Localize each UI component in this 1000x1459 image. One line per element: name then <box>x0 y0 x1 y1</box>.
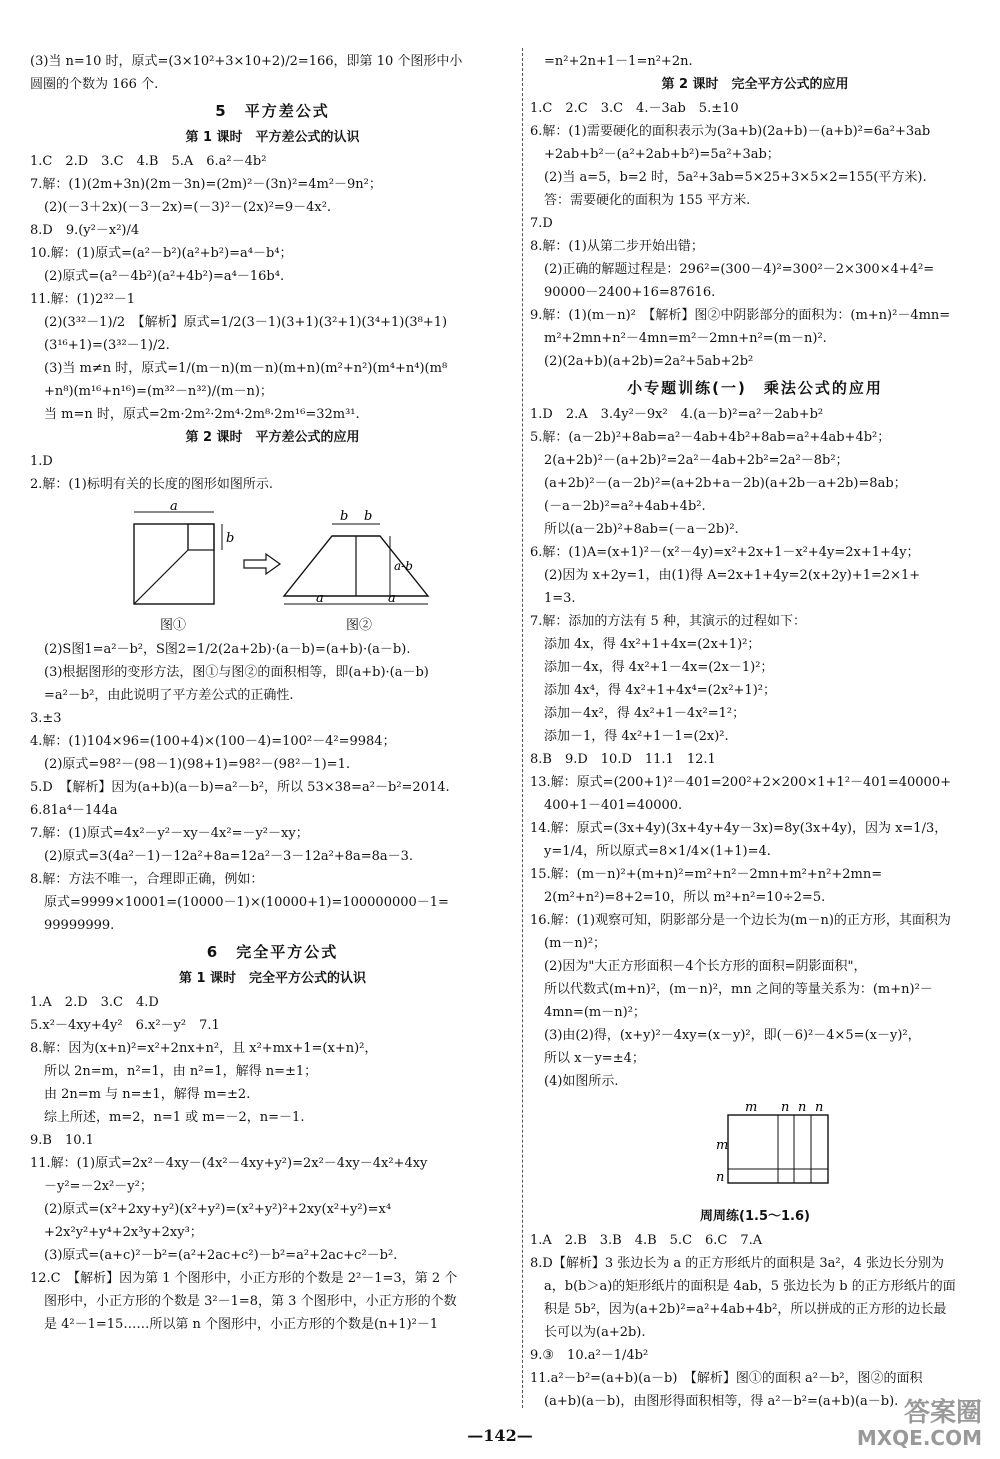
answer-line: 8.D【解析】3 张边长为 a 的正方形纸片的面积是 3a²，4 张边长分别为 <box>530 1256 945 1271</box>
answer-line: 1=3. <box>544 591 576 606</box>
answer-line: 8.D 9.(y²－x²)/4 <box>30 223 140 238</box>
label-b-2: b <box>364 509 373 524</box>
answer-line: 11.解：(1)2³²－1 <box>30 292 136 307</box>
answer-line: +2x²y²+y⁴+2x³y+2xy³； <box>44 1225 203 1240</box>
answer-line: (2)原式=3(4a²－1)－12a²+8a=12a²－3－12a²+8a=8a－3. <box>44 849 414 864</box>
answer-line: 8.解：(1)从第二步开始出错； <box>530 239 704 254</box>
label-n-left: n <box>716 1170 725 1185</box>
label-n-2: n <box>798 1100 807 1115</box>
answer-line: 2.解：(1)标明有关的长度的图形如图所示. <box>30 477 273 492</box>
answer-line: (m－n)²； <box>544 936 607 951</box>
answer-line: 长可以为(a+2b). <box>544 1325 646 1340</box>
answer-line: 400+1－401=40000. <box>544 798 683 813</box>
label-n-3: n <box>815 1100 824 1115</box>
answer-line: 添加 4x，得 4x²+1+4x=(2x+1)²； <box>544 637 761 652</box>
answer-line: (2)因为 x+2y=1，由(1)得 A=2x+1+4y=2(x+2y)+1=2×1+ <box>544 568 921 583</box>
section-heading: 6 完全平方公式 <box>206 943 339 961</box>
answer-line: 6.81a⁴－144a <box>30 803 118 818</box>
answer-line: 11.a²－b²=(a+b)(a－b) 【解析】图①的面积 a²－b²，图②的面积 <box>530 1371 923 1386</box>
answer-line: 13.解：原式=(200+1)²－401=200²+2×200×1+1²－401=40000+ <box>530 775 951 790</box>
answer-line: 16.解：(1)观察可知，阴影部分是一个边长为(m－n)的正方形，其面积为 <box>530 913 951 928</box>
answer-line: 图形中，小正方形的个数是 3²－1=8，第 3 个图形中，小正方形的个数 <box>44 1294 457 1309</box>
answer-line: (2)S图1=a²－b²，S图2=1/2(2a+2b)·(a－b)=(a+b)·(a－b). <box>44 642 411 657</box>
right-column <box>530 50 980 1413</box>
answer-line: 7.D <box>530 216 553 231</box>
answer-line: 99999999. <box>44 918 115 933</box>
label-a-bottom-left: a <box>316 591 324 606</box>
answer-line: (3¹⁶+1)=(3³²－1)/2. <box>44 338 170 353</box>
answer-line: (3)当 m≠n 时，原式=1/(m－n)(m－n)(m+n)(m²+n²)(m⁴+n⁴)(m⁸ <box>44 361 448 376</box>
answer-line: (2)正确的解题过程是：296²=(300－4)²=300²－2×300×4+4²= <box>544 262 935 277</box>
caption-figure-1: 图① <box>160 618 187 633</box>
answer-line: (－a－2b)²=a²+4ab+4b². <box>544 499 706 514</box>
label-n-1: n <box>781 1100 790 1115</box>
answer-line: 3.±3 <box>30 711 62 726</box>
answer-line: 10.解：(1)原式=(a²－b²)(a²+b²)=a⁴－b⁴； <box>30 246 293 261</box>
answer-line: 8.解：因为(x+n)²=x²+2nx+n²，且 x²+mx+1=(x+n)²， <box>30 1041 378 1056</box>
answer-line: 综上所述，m=2，n=1 或 m=－2，n=－1. <box>44 1110 305 1125</box>
answer-line: 12.C 【解析】因为第 1 个图形中，小正方形的个数是 2²－1=3，第 2 个 <box>30 1271 458 1286</box>
answer-line: 是 4²－1=15……所以第 n 个图形中，小正方形的个数是(n+1)²－1 <box>44 1317 439 1332</box>
answer-line: (2)原式=(a²－4b²)(a²+4b²)=a⁴－16b⁴. <box>44 269 285 284</box>
label-a-top: a <box>170 500 178 514</box>
answer-line: (3)根据图形的变形方法，图①与图②的面积相等，即(a+b)·(a－b) <box>44 665 429 680</box>
answer-line: (4)如图所示. <box>544 1074 619 1089</box>
answer-line: (2)因为"大正方形面积－4个长方形的面积=阴影面积"， <box>544 959 867 974</box>
answer-line: (3)由(2)得，(x+y)²－4xy=(x－y)²，即(－6)²－4×5=(x－y)²， <box>544 1028 921 1043</box>
answer-line: 6.解：(1)A=(x+1)²－(x²－4y)=x²+2x+1－x²+4y=2x+1+4y； <box>530 545 920 560</box>
answer-line: 添加 4x⁴，得 4x²+1+4x⁴=(2x²+1)²； <box>544 683 776 698</box>
answer-line: 所以 2n=m，n²=1，由 n²=1，解得 n=±1； <box>44 1064 318 1079</box>
figure-trapezoid <box>30 500 430 610</box>
answer-line: =n²+2n+1－1=n²+2n. <box>544 54 693 69</box>
answer-line: (2)当 a=5，b=2 时，5a²+3ab=5×25+3×5×2=155(平方米). <box>544 170 927 185</box>
answer-line: 5.x²－4xy+4y² 6.x²－y² 7.1 <box>30 1018 220 1033</box>
answer-line: 原式=9999×10001=(10000－1)×(10000+1)=100000000－1= <box>44 895 449 910</box>
answer-line: 7.解：(1)(2m+3n)(2m－3n)=(2m)²－(3n)²=4m²－9n²； <box>30 177 382 192</box>
answer-line: 所以 x－y=±4； <box>544 1051 645 1066</box>
answer-line: a，b(b＞a)的矩形纸片的面积是 4ab，5 张边长为 b 的正方形纸片的面 <box>544 1279 956 1294</box>
label-a-minus-b: a-b <box>394 559 413 573</box>
answer-line: 7.解：添加的方法有 5 种，其演示的过程如下： <box>530 614 806 629</box>
answer-line: 7.解：(1)原式=4x²－y²－xy－4x²=－y²－xy； <box>30 826 309 841</box>
answer-line: 1.A 2.D 3.C 4.D <box>30 995 159 1010</box>
caption-figure-2: 图② <box>346 618 373 633</box>
watermark-url: MXQE.COM <box>856 1426 982 1450</box>
label-m-top: m <box>745 1100 758 1115</box>
lesson-heading: 第 2 课时 平方差公式的应用 <box>185 430 360 445</box>
answer-line: 1.A 2.B 3.B 4.B 5.C 6.C 7.A <box>530 1233 763 1248</box>
answer-line: (3)原式=(a+c)²－b²=(a²+2ac+c²)－b²=a²+2ac+c²－b². <box>44 1248 398 1263</box>
column-divider <box>522 48 523 1408</box>
answer-line: －y²=－2x²－y²； <box>44 1179 153 1194</box>
answer-line: (2)(2a+b)(a+2b)=2a²+5ab+2b² <box>544 354 754 369</box>
section-heading: 5 平方差公式 <box>215 102 330 120</box>
lesson-heading: 第 2 课时 完全平方公式的应用 <box>661 77 849 92</box>
answer-line: 1.D 2.A 3.4y²－9x² 4.(a－b)²=a²－2ab+b² <box>530 407 824 422</box>
answer-line: 圆圈的个数为 166 个. <box>30 77 159 92</box>
label-b-side: b <box>226 531 235 546</box>
watermark-logo: 答案圈 <box>903 1398 982 1428</box>
answer-line: y=1/4，所以原式=8×1/4×(1+1)=4. <box>544 844 771 859</box>
answer-line: (2)原式=(x²+2xy+y²)(x²+y²)=(x²+y²)²+2xy(x²+y²)=x⁴ <box>44 1202 392 1217</box>
answer-line: (2)(－3＋2x)(－3－2x)=(－3)²－(2x)²=9－4x². <box>44 200 332 215</box>
answer-line: 5.D 【解析】因为(a+b)(a－b)=a²－b²，所以 53×38=a²－b²=2014. <box>30 780 450 795</box>
page-number: —142— <box>467 1426 533 1445</box>
answer-line: 5.解：(a－2b)²+8ab=a²－4ab+4b²+8ab=a²+4ab+4b²； <box>530 430 891 445</box>
label-b-1: b <box>340 509 349 524</box>
answer-line: =a²－b²，由此说明了平方差公式的正确性. <box>44 688 294 703</box>
answer-line: (2)(3³²－1)/2 【解析】原式=1/2(3－1)(3+1)(3²+1)(3⁴+1)(3⁸+1) <box>44 315 448 330</box>
answer-line: 4mn=(m－n)²； <box>544 1005 646 1020</box>
answer-line: 添加－4x，得 4x²+1－4x=(2x－1)²； <box>544 660 774 675</box>
figure-rect <box>530 1097 980 1201</box>
section-heading: 小专题训练(一) 乘法公式的应用 <box>627 379 883 397</box>
answer-line: 6.解：(1)需要硬化的面积表示为(3a+b)(2a+b)－(a+b)²=6a²+3ab <box>530 124 931 139</box>
figure-trap <box>30 500 515 634</box>
answer-line: 15.解：(m－n)²+(m+n)²=m²+n²－2mn+m²+n²+2mn= <box>530 867 883 882</box>
answer-line: 1.C 2.C 3.C 4.－3ab 5.±10 <box>530 101 739 116</box>
answer-line: 1.D <box>30 454 53 469</box>
answer-line: 2(a+2b)²－(a+2b)²=2a²－4ab+2b²=2a²－8b²； <box>544 453 849 468</box>
answer-line: 当 m=n 时，原式=2m·2m²·2m⁴·2m⁸·2m¹⁶=32m³¹. <box>44 407 360 422</box>
answer-line: m²+2mn+n²－4mn=m²－2mn+n²=(m－n)². <box>544 331 827 346</box>
label-m-left: m <box>716 1138 729 1153</box>
lesson-heading: 第 1 课时 完全平方公式的认识 <box>178 971 367 986</box>
answer-line: 4.解：(1)104×96=(100+4)×(100－4)=100²－4²=9984； <box>30 734 396 749</box>
answer-line: 所以(a－2b)²+8ab=(－a－2b)². <box>544 522 739 537</box>
answer-line: 90000－2400+16=87616. <box>544 285 716 300</box>
answer-line: 由 2n=m 与 n=±1，解得 m=±2. <box>44 1087 251 1102</box>
answer-line: 积是 5b²，因为(a+2b)²=a²+4ab+4b²，所以拼成的正方形的边长最 <box>544 1302 947 1317</box>
answer-line: 2(m²+n²)=8+2=10，所以 m²+n²=10÷2=5. <box>544 890 826 905</box>
answer-line: 11.解：(1)原式=2x²－4xy－(4x²－4xy+y²)=2x²－4xy－4x²+4xy <box>30 1156 428 1171</box>
answer-line: +2ab+b²－(a²+2ab+b²)=5a²+3ab； <box>544 147 780 162</box>
left-column <box>30 50 515 1336</box>
figure-rectangle <box>530 1097 980 1197</box>
answer-line: 添加－1，得 4x²+1－1=(2x)². <box>544 729 729 744</box>
answer-line: 添加－4x²，得 4x²+1－4x²=1²； <box>544 706 746 721</box>
answer-line: 9.解：(1)(m－n)² 【解析】图②中阴影部分的面积为：(m+n)²－4mn= <box>530 308 951 323</box>
answer-line: +n⁸)(m¹⁶+n¹⁶)=(m³²－n³²)/(m－n)； <box>44 384 273 399</box>
answer-line: (a+2b)²－(a－2b)²=(a+2b+a－2b)(a+2b－a+2b)=8ab； <box>544 476 907 491</box>
answer-line: 8.解：方法不唯一，合理即正确，例如： <box>30 872 264 887</box>
answer-line: 8.B 9.D 10.D 11.1 12.1 <box>530 752 716 767</box>
answer-line: 1.C 2.D 3.C 4.B 5.A 6.a²－4b² <box>30 154 267 169</box>
lesson-heading: 周周练(1.5～1.6) <box>700 1209 810 1224</box>
answer-line: 9.B 10.1 <box>30 1133 94 1148</box>
answer-line: (3)当 n=10 时，原式=(3×10²+3×10+2)/2=166，即第 10 个图形中小 <box>30 54 463 69</box>
answer-line: 9.③ 10.a²－1/4b² <box>530 1348 649 1363</box>
answer-line: 所以代数式(m+n)²，(m－n)²，mn 之间的等量关系为：(m+n)²－ <box>544 982 933 997</box>
answer-line: (2)原式=98²－(98－1)(98+1)=98²－(98²－1)=1. <box>44 757 350 772</box>
lesson-heading: 第 1 课时 平方差公式的认识 <box>185 130 360 145</box>
answer-line: (a+b)(a－b)，由图形得面积相等，得 a²－b²=(a+b)(a－b). <box>544 1394 899 1409</box>
answer-line: 14.解：原式=(3x+4y)(3x+4y+4y－3x)=8y(3x+4y)，因为 x=1/3， <box>530 821 948 836</box>
label-a-bottom-right: a <box>388 591 396 606</box>
answer-line: 答：需要硬化的面积为 155 平方米. <box>544 193 751 208</box>
